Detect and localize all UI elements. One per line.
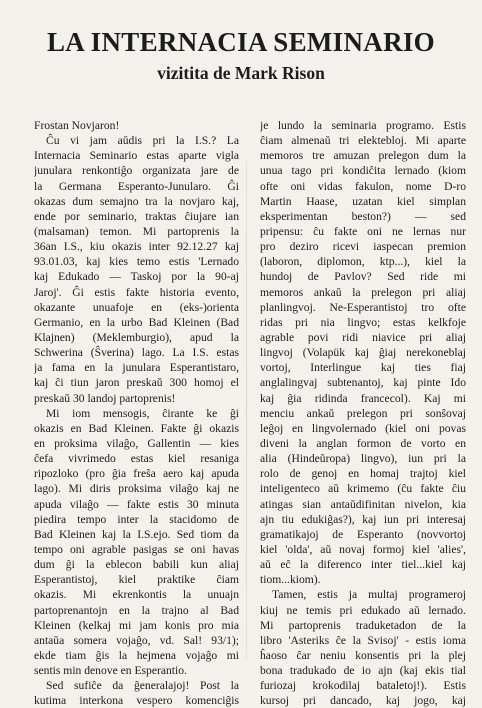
- text-line: kursoj pri dancado, kaj jogo, kaj: [260, 694, 466, 708]
- text-line: okazis en Bad Kleinen. Fakte ĝi okazis: [34, 421, 239, 435]
- column-divider: [246, 160, 247, 660]
- text-line: partoprenantojn en la trajno al Bad: [34, 603, 239, 617]
- text-line: (malsaman) temon. Mi partoprenis la: [34, 224, 239, 238]
- text-line: libro 'Asteriks ĉe la Svisoj' - estis ioma: [260, 633, 466, 647]
- text-line: ende por seminario, traktas ĉiujare ian: [34, 209, 239, 223]
- text-line: Ĉu vi jam aŭdis pri la I.S.? La: [46, 134, 239, 148]
- left-text-column: [34, 118, 239, 708]
- text-line: vortoj, Interlingue kaj ties fiaj: [260, 361, 466, 375]
- text-line: dum ĝi la eblecon babili kun aliaj: [34, 558, 239, 572]
- text-line: ofte oni vidas fakulon, nome D-ro: [260, 179, 466, 193]
- text-line: preskaŭ 30 landoj partoprenis!: [34, 391, 176, 405]
- text-line: anglalingvaj subtenantoj, kaj pinte Ido: [260, 376, 466, 390]
- text-line: tempo oni agrable pasigas se oni havas: [34, 542, 239, 556]
- text-line: Frostan Novjaron!: [34, 119, 120, 132]
- text-line: hundoj de Pavlov? Sed ride mi: [260, 270, 466, 284]
- text-line: gramatikajoj de Esperanto (novvortoj: [260, 527, 466, 541]
- text-line: 93.01.03, kaj kies temo estis 'Lernado: [34, 255, 239, 269]
- text-line: 36an I.S., kiu okazis inter 92.12.27 kaj: [34, 240, 239, 254]
- text-line: bona tradukado de io ajn (kaj ekis tial: [260, 664, 466, 678]
- text-line: planlingvoj. Ne-Esperantistoj tro ofte: [260, 300, 466, 314]
- text-line: tiom...kiom).: [260, 573, 321, 587]
- text-line: diveni la anglan formon de vorto en: [260, 436, 466, 450]
- text-line: ĉiam almenaŭ tri elektebloj. Mi aparte: [260, 134, 466, 148]
- text-line: Martin Haase, uzatan kiel simplan: [260, 194, 466, 208]
- text-line: okazante unuafoje en (eks-)orienta: [34, 300, 239, 314]
- text-line: kiuj ne temis pri edukado aŭ lernado.: [260, 603, 466, 617]
- article-subtitle: vizitita de Mark Rison: [157, 63, 325, 83]
- text-line: leĝoj en lingvolernado (kiel oni povas: [260, 421, 466, 435]
- text-line: Internacia Seminario estas aparte vigla: [34, 149, 239, 163]
- text-line: kiel 'olda', aŭ novaj formoj kiel 'alies',: [260, 542, 466, 556]
- article-title: LA INTERNACIA SEMINARIO: [47, 27, 435, 57]
- text-line: ĥaoso ĉar neniu konsentis pri la plej: [260, 648, 466, 662]
- text-line: la Germana Esperanto-Junularo. Ĝi: [34, 179, 239, 193]
- text-line: Jaroj'. Ĝi estis fakte historia evento,: [34, 285, 239, 299]
- text-line: kaj ĝia ridinda francecol). Kaj mi: [260, 391, 466, 405]
- text-line: junulara renkontiĝo organizata jare de: [34, 164, 239, 178]
- text-line: aŭ eĉ la diferenco inter tiel...kiel kaj: [260, 558, 466, 572]
- text-line: (laboron, diplomon, ktp...), kiel la: [260, 255, 466, 269]
- text-line: Schwerina (Ŝverina) lago. La I.S. estas: [34, 346, 239, 360]
- text-line: inteligenteco aŭ krimemo (ĉu fakte ĉiu: [260, 482, 466, 496]
- text-line: apuda vilaĝo — fakte estis 30 minuta: [34, 497, 239, 511]
- text-line: Tamen, estis ja multaj programeroj: [272, 588, 466, 602]
- text-line: ripozloko (pro ĝia freŝa aero kaj apuda: [34, 467, 239, 481]
- text-line: agrable povi ridi niavice pri aliaj: [260, 330, 466, 344]
- text-line: menciu ankaŭ prelegon pri sonŝovaj: [260, 406, 466, 420]
- text-line: unua tago pri kondiĉita lernado (kiom: [260, 164, 466, 178]
- text-line: pripensu: ĉu fakte oni ne lernas nur: [260, 224, 466, 238]
- text-line: atingas sian antaŭdifinitan nivelon, kia: [260, 497, 466, 511]
- text-line: ekde tiam ĝis la hejmena vojaĝo mi: [34, 648, 239, 662]
- text-line: kaj ĉi tiun jaron preskaŭ 300 homoj el: [34, 376, 239, 390]
- text-line: ĉefa vivrimedo estas kiel resaniga: [34, 452, 239, 466]
- text-line: memoros tre amuzan prelegon dum la: [260, 149, 466, 163]
- text-line: ridas pri nia lingvo; estas kelkfoje: [260, 315, 466, 329]
- text-line: antaŭa somera vojaĝo, vd. Sal! 93/1);: [34, 633, 239, 647]
- text-line: ajn tiu edukiĝas?), kaj iun pri interesaj: [260, 512, 466, 526]
- text-line: memoros ankaŭ la prelegon pri aliaj: [260, 285, 466, 299]
- text-line: je lundo la seminaria programo. Estis: [260, 119, 466, 132]
- text-line: piedira tempo inter la stacidomo de: [34, 512, 239, 526]
- text-line: Bad Kleinen kaj la I.S.ejo. Sed tiom da: [34, 527, 239, 541]
- text-line: Sed sufiĉe da ĝeneralajoj! Post la: [46, 679, 239, 693]
- text-line: Klajnen) (Meklemburgio), apud la: [34, 330, 239, 344]
- text-line: ja fama en la junulara Esperantistaro,: [34, 361, 239, 375]
- text-line: Kleinen (kelkaj mi jam konis pro mia: [34, 618, 239, 632]
- text-line: alia (Hindeŭropa) lingvo), iun pri la: [260, 452, 466, 466]
- text-line: kutima interkona vespero komenciĝis: [34, 694, 239, 708]
- text-line: lingvoj (Volapük kaj ĝiaj nerekoneblaj: [260, 346, 466, 360]
- text-line: Mi iom mensogis, ĉirante ke ĝi: [46, 406, 239, 420]
- text-line: eksperimentan beston?) — sed: [260, 209, 466, 223]
- text-line: furiozaj krokodilaj bataletoj!). Estis: [260, 679, 466, 693]
- text-line: okazas dum semajno tra la novjaro kaj,: [34, 194, 239, 208]
- text-line: kaj Edukado — Taskoj por la 90-aj: [34, 270, 239, 284]
- text-line: okazis. Mi ekrenkontis la unuajn: [34, 588, 239, 602]
- text-line: Germanio, en la urbo Bad Kleinen (Bad: [34, 315, 239, 329]
- text-line: sentis min denove en Esperantio.: [34, 664, 187, 678]
- text-line: rolo de genoj en homaj trajtoj kiel: [260, 467, 466, 481]
- text-line: Esperantistoj, kiel praktike ĉiam: [34, 573, 239, 587]
- text-line: lago). Mi diris proksima vilaĝo kaj ne: [34, 482, 239, 496]
- text-line: Mi partoprenis traduketadon de la: [260, 618, 466, 632]
- text-line: en proksima vilaĝo, Gallentin — kies: [34, 436, 239, 450]
- right-text-column: [260, 118, 466, 708]
- text-line: pro deziro ricevi iaspecan premion: [260, 240, 466, 254]
